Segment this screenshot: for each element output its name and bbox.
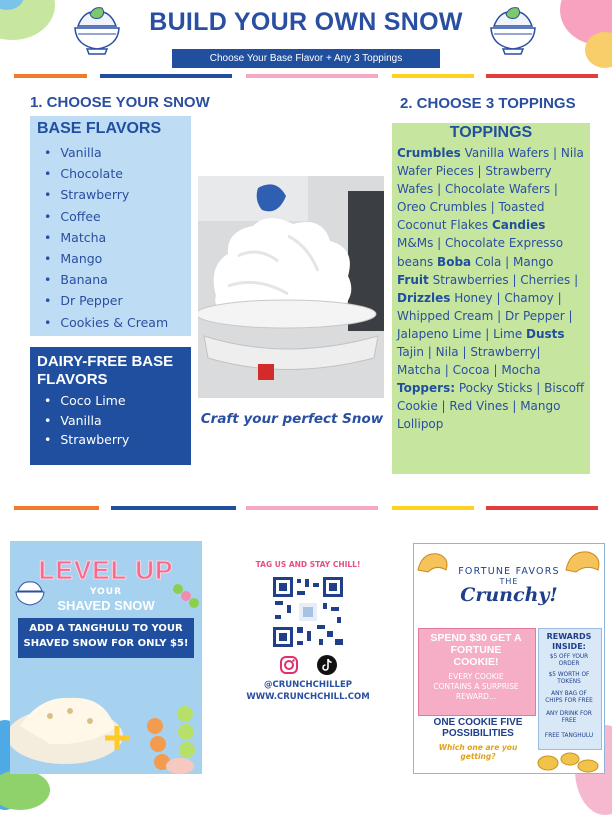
flavor-item: • Vanilla [44, 142, 191, 163]
coins-icon [532, 749, 602, 773]
level-up-your: YOUR [89, 587, 123, 597]
page-title: BUILD YOUR OWN SNOW [149, 8, 463, 36]
step2-heading: 2. CHOOSE 3 TOPPINGS [400, 95, 576, 112]
topping-group-label: Toppers: [397, 381, 456, 396]
fortune-the: THE [499, 577, 519, 586]
fortune-crunchy: Crunchy! [460, 584, 558, 606]
divider-segment [100, 74, 232, 78]
divider-segment [14, 506, 99, 510]
website-link[interactable]: WWW.CRUNCHCHILL.COM [246, 692, 370, 702]
fortune-every: EVERY COOKIE CONTAINS A SURPRISE REWARD... [433, 672, 519, 701]
topping-group-label: Dusts [526, 326, 565, 341]
reward-item: ANY DRINK FOR FREE [546, 711, 592, 724]
divider-segment [486, 506, 598, 510]
dairy-free-panel [30, 347, 191, 465]
divider-segment [246, 74, 378, 78]
toppings-list [397, 144, 585, 434]
toppings-title: TOPPINGS [449, 124, 533, 141]
social-panel [244, 560, 372, 702]
social-handle[interactable]: @CRUNCHCHILLEP [263, 680, 353, 690]
photo-caption: Craft your perfect Snow [200, 411, 384, 427]
reward-item: FREE TANGHULU [544, 733, 594, 739]
fortune-top-line: FORTUNE FAVORS [458, 566, 560, 577]
shaved-snow-tanghulu-photo [10, 666, 202, 774]
divider-segment [392, 74, 474, 78]
flavor-item: • Vanilla [44, 411, 191, 431]
subtitle-banner: Choose Your Base Flavor + Any 3 Toppings [172, 49, 440, 68]
topping-group-label: Candies [491, 218, 546, 233]
topping-group-label: Drizzles [397, 290, 451, 305]
flavor-item: • Mango [44, 248, 191, 269]
divider-segment [246, 506, 378, 510]
social-icons [244, 655, 372, 679]
topping-group-items: M&Ms | Chocolate Expresso beans [397, 236, 564, 269]
topping-group-items: Strawberries | Cherries | [432, 272, 579, 287]
topping-group-items: Cola | Mango [474, 254, 554, 269]
topping-group-items: Vanilla Wafers | Nila Wafer Pieces | Strawberry Wafes | Chocolate Wafers | Oreo Crumbles | Toasted Coconut Flakes [397, 146, 584, 233]
flavor-item: • Strawberry [44, 184, 191, 205]
shaved-snow-photo [198, 176, 384, 398]
reward-item: $5 WORTH OF TOKENS [548, 672, 590, 685]
fortune-panel [413, 543, 605, 774]
flavor-item: • Coco Lime [44, 391, 191, 411]
base-flavors-title: BASE FLAVORS [37, 120, 162, 137]
flavor-item: • Strawberry [44, 430, 191, 450]
topping-group-label: Fruit [397, 272, 429, 287]
flavor-item: • Dr Pepper [44, 290, 191, 311]
divider-segment [392, 506, 474, 510]
flavor-item: • Matcha [44, 227, 191, 248]
flavor-item: • Cookies & Cream [44, 312, 191, 333]
topping-group-items: Pocky Sticks | Biscoff Cookie | Red Vines | Mango Lollipop [397, 381, 585, 432]
rewards-title: REWARDS INSIDE: [546, 632, 592, 651]
topping-group-items: Tajin | Nila | Strawberry| Matcha | Cocoa | Mocha [397, 345, 541, 378]
topping-group-label: Crumbles [397, 146, 461, 160]
divider-segment [14, 74, 87, 78]
topping-group-label: Boba [437, 254, 472, 269]
flavor-item: • Banana [44, 269, 191, 290]
level-up-panel [10, 541, 202, 774]
fortune-one-cookie: ONE COOKIE FIVE POSSIBILITIES [433, 717, 523, 739]
reward-item: $5 OFF YOUR ORDER [549, 654, 589, 667]
flavor-item: • Coffee [44, 206, 191, 227]
fortune-spend: SPEND $30 GET A FORTUNE COOKIE! [430, 632, 522, 668]
paint-splash-top-right-accent [585, 32, 612, 68]
base-flavors-panel [30, 116, 191, 336]
level-up-subtitle: SHAVED SNOW [57, 598, 155, 613]
shaved-snow-illustration [198, 176, 384, 398]
level-up-offer: ADD A TANGHULU TO YOUR SHAVED SNOW FOR ONLY $5! [18, 618, 194, 658]
dairy-free-title: DAIRY-FREE BASE FLAVORS [37, 353, 174, 388]
topping-group-items: Honey | Chamoy | Whipped Cream | Dr Pepper | Jalapeno Lime | Lime [397, 290, 573, 341]
step1-heading: 1. CHOOSE YOUR SNOW [30, 94, 210, 111]
paint-splash-bottom-left-green [0, 770, 50, 810]
qr-code[interactable] [271, 575, 345, 649]
reward-item: ANY BAG OF CHIPS FOR FREE [545, 691, 593, 704]
level-up-title: LEVEL UP [38, 555, 174, 585]
social-tagline: TAG US AND STAY CHILL! [255, 560, 361, 569]
divider-segment [486, 74, 598, 78]
divider-segment [111, 506, 236, 510]
fortune-which: Which one are you getting? [438, 743, 518, 761]
flavor-item: • Chocolate [44, 163, 191, 184]
instagram-icon[interactable] [279, 655, 299, 675]
toppings-panel [392, 123, 590, 474]
tiktok-icon[interactable] [317, 655, 337, 675]
